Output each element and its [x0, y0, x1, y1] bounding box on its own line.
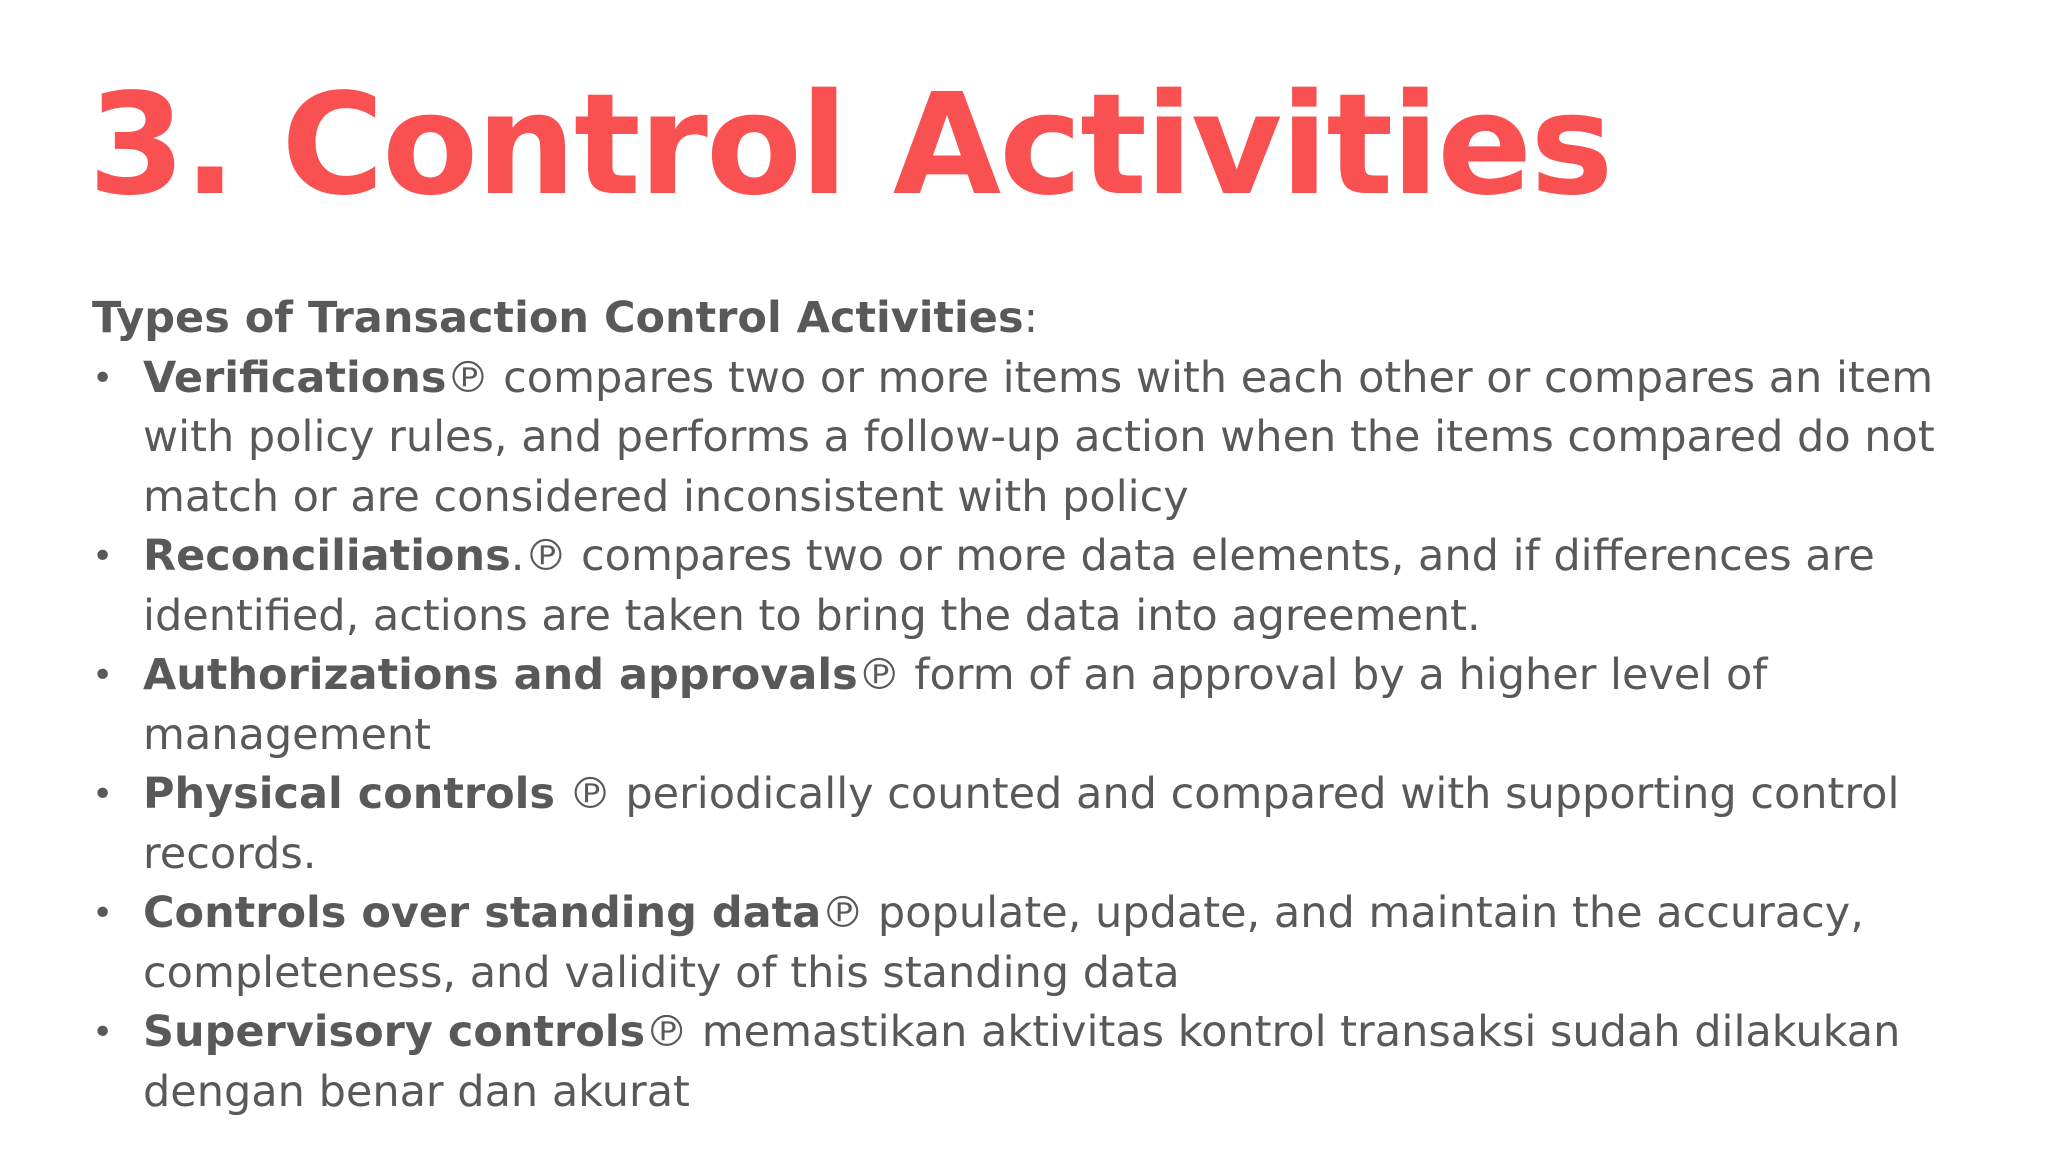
bullet-icon: • — [92, 893, 114, 934]
section-heading-colon: : — [1023, 293, 1039, 343]
item-description: compares two or more items with each other or compares an item with policy rules, and performs a follow-up action when the items compared do not match or are considered inconsistent with policy — [143, 352, 1935, 522]
section-heading-label: Types of Transaction Control Activities — [92, 293, 1024, 343]
list-item-supervisory-controls — [92, 1003, 2013, 1122]
item-term: Controls over standing data — [143, 888, 822, 938]
section-heading — [92, 289, 1972, 349]
item-term: Supervisory controls — [143, 1007, 646, 1057]
item-connector: ℗ — [555, 769, 612, 819]
item-description: periodically counted and compared with supporting control records. — [143, 769, 1900, 879]
item-term: Authorizations and approvals — [143, 650, 858, 700]
list-item-verifications — [92, 349, 2013, 528]
list-item-physical-controls — [92, 765, 2013, 884]
bullet-icon: • — [92, 357, 114, 399]
bullet-icon: • — [92, 774, 114, 815]
bullet-icon: • — [92, 536, 114, 577]
item-term: Physical controls — [143, 769, 555, 819]
slide-title: 3. Control Activities — [88, 64, 1612, 227]
list-item-authorizations — [92, 646, 2013, 765]
list-item-reconciliations — [92, 527, 2013, 646]
item-connector: ℗ — [645, 1007, 689, 1057]
control-activities-list — [92, 349, 1972, 1123]
item-term: Reconciliations — [143, 531, 511, 581]
list-item-standing-data — [92, 884, 2013, 1003]
item-connector: ℗ — [857, 650, 901, 700]
item-connector: ℗ — [821, 888, 865, 938]
item-description: compares two or more data elements, and if differences are identified, actions are taken to bring the data into agreement. — [143, 531, 1875, 641]
item-description: form of an approval by a higher level of management — [143, 650, 1768, 760]
item-connector: .℗ — [510, 531, 568, 581]
bullet-icon: • — [92, 655, 114, 696]
item-connector: ℗ — [446, 352, 490, 403]
bullet-icon: • — [92, 1012, 114, 1053]
slide-body — [92, 289, 1972, 1122]
item-term: Verifications — [143, 352, 447, 403]
item-description: memastikan aktivitas kontrol transaksi sudah dilakukan dengan benar dan akurat — [143, 1007, 1901, 1117]
item-description: populate, update, and maintain the accuracy, completeness, and validity of this standing data — [143, 888, 1864, 998]
